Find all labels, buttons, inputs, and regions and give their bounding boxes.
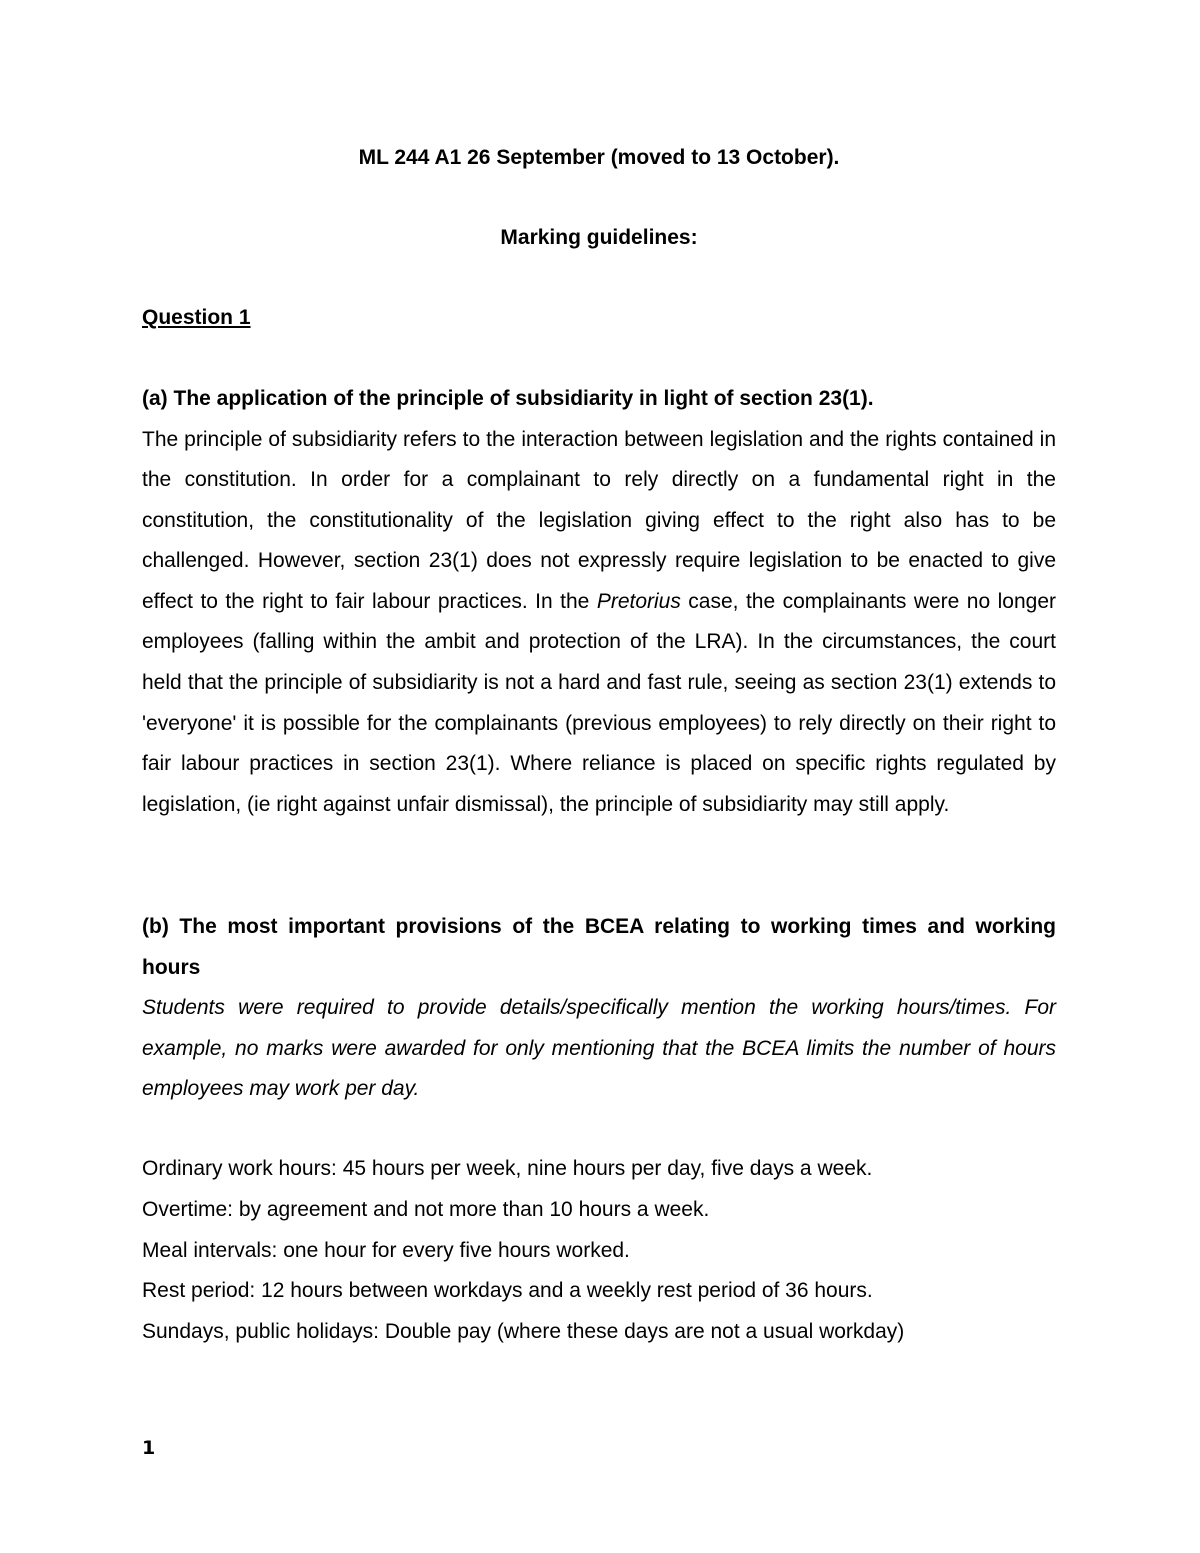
provision-item: Meal intervals: one hour for every five hours worked. (142, 1238, 630, 1262)
provision-item: Overtime: by agreement and not more than 10 hours a week. (142, 1197, 710, 1221)
page-number: 1 (142, 1437, 156, 1459)
document-title: ML 244 A1 26 September (moved to 13 October). (358, 146, 840, 169)
provision-item: Rest period: 12 hours between workdays and a weekly rest period of 36 hours. (142, 1279, 873, 1303)
provisions-list (142, 1149, 1056, 1353)
section-a-text-part1: The principle of subsidiarity refers to the interaction between legislation and the rights contained in the constitution. In order for a complainant to rely directly on a fundamental right in the constitution, the constitutionality of the legislation giving effect to the right also has to be challenged. However, section 23(1) does not expressly require legislation to be enacted to give effect to the right to fair labour practices. In the (142, 427, 1056, 613)
document-subtitle: Marking guidelines: (500, 226, 698, 249)
section-b-marking-note: Students were required to provide details/specifically mention the working hours/times. For example, no marks were awarded for only mentioning that the BCEA limits the number of hours employees may work per day. (142, 996, 1056, 1101)
question-heading: Question 1 (142, 306, 251, 329)
section-a (142, 379, 1056, 825)
document-page (142, 0, 1056, 1553)
provision-item: Sundays, public holidays: Double pay (where these days are not a usual workday) (142, 1320, 905, 1344)
section-b-heading: (b) The most important provisions of the BCEA relating to working times and working hours (142, 915, 1056, 979)
section-a-text-part2: case, the complainants were no longer employees (falling within the ambit and protection of the LRA). In the circumstances, the court held that the principle of subsidiarity is not a hard and fast rule, seeing as section 23(1) extends to 'everyone' it is possible for the complainants (previous employees) to rely directly on their right to fair labour practices in section 23(1). Where reliance is placed on specific rights regulated by legislation, (ie right against unfair dismissal), the principle of subsidiarity may still apply. (142, 589, 1056, 816)
case-name-pretorius: Pretorius (596, 589, 681, 613)
section-a-paragraph (142, 420, 1056, 826)
section-a-heading: (a) The application of the principle of subsidiarity in light of section 23(1). (142, 387, 874, 410)
provision-item: Ordinary work hours: 45 hours per week, nine hours per day, five days a week. (142, 1157, 873, 1180)
section-b (142, 907, 1056, 1110)
